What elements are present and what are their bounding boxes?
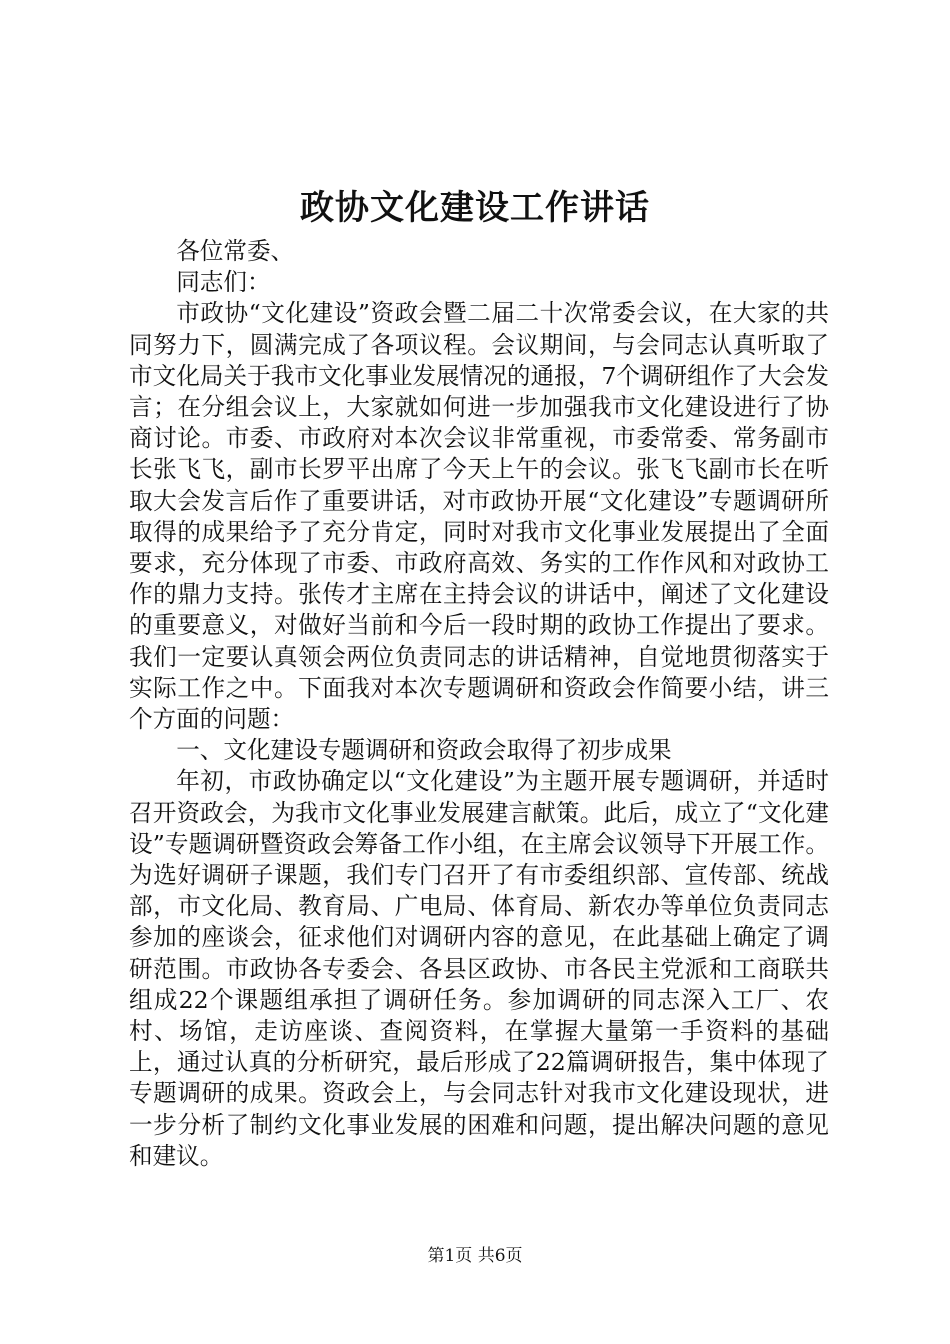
body-paragraph-section-1: 年初，市政协确定以“文化建设”为主题开展专题调研，并适时召开资政会，为我市文化事业发展建言献策。此后，成立了“文化建设”专题调研暨资政会筹备工作小组，在主席会议领导下开展工作。为选好调研子课题，我们专门召开了有市委组织部、宣传部、统战部，市文化局、教育局、广电局、体育局、新农办等单位负责同志参加的座谈会，征求他们对调研内容的意见，在此基础上确定了调研范围。市政协各专委会、各县区政协、市各民主党派和工商联共组成22个课题组承担了调研任务。参加调研的同志深入工厂、农村、场馆，走访座谈、查阅资料，在掌握大量第一手资料的基础上，通过认真的分析研究，最后形成了22篇调研报告，集中体现了专题调研的成果。资政会上，与会同志针对我市文化建设现状，进一步分析了制约文化事业发展的困难和问题，提出解决问题的意见和建议。 xyxy=(129,767,829,1170)
section-heading-1: 一、文化建设专题调研和资政会取得了初步成果 xyxy=(176,736,672,765)
page-number-footer: 第1页 共6页 xyxy=(427,1246,523,1266)
salutation-line-1: 各位常委、 xyxy=(176,237,295,265)
document-body xyxy=(129,236,829,1172)
document-title: 政协文化建设工作讲话 xyxy=(300,188,650,228)
salutation-line-2: 同志们： xyxy=(176,268,271,297)
body-paragraph-intro: 市政协“文化建设”资政会暨二届二十次常委会议，在大家的共同努力下，圆满完成了各项议程。会议期间，与会同志认真听取了市文化局关于我市文化事业发展情况的通报，7个调研组作了大会发言；在分组会议上，大家就如何进一步加强我市文化建设进行了协商讨论。市委、市政府对本次会议非常重视，市委常委、常务副市长张飞飞，副市长罗平出席了今天上午的会议。张飞飞副市长在听取大会发言后作了重要讲话，对市政协开展“文化建设”专题调研所取得的成果给予了充分肯定，同时对我市文化事业发展提出了全面要求，充分体现了市委、市政府高效、务实的工作作风和对政协工作的鼎力支持。张传才主席在主持会议的讲话中，阐述了文化建设的重要意义，对做好当前和今后一段时期的政协工作提出了要求。我们一定要认真领会两位负责同志的讲话精神，自觉地贯彻落实于实际工作之中。下面我对本次专题调研和资政会作简要小结，讲三个方面的问题： xyxy=(129,299,829,734)
